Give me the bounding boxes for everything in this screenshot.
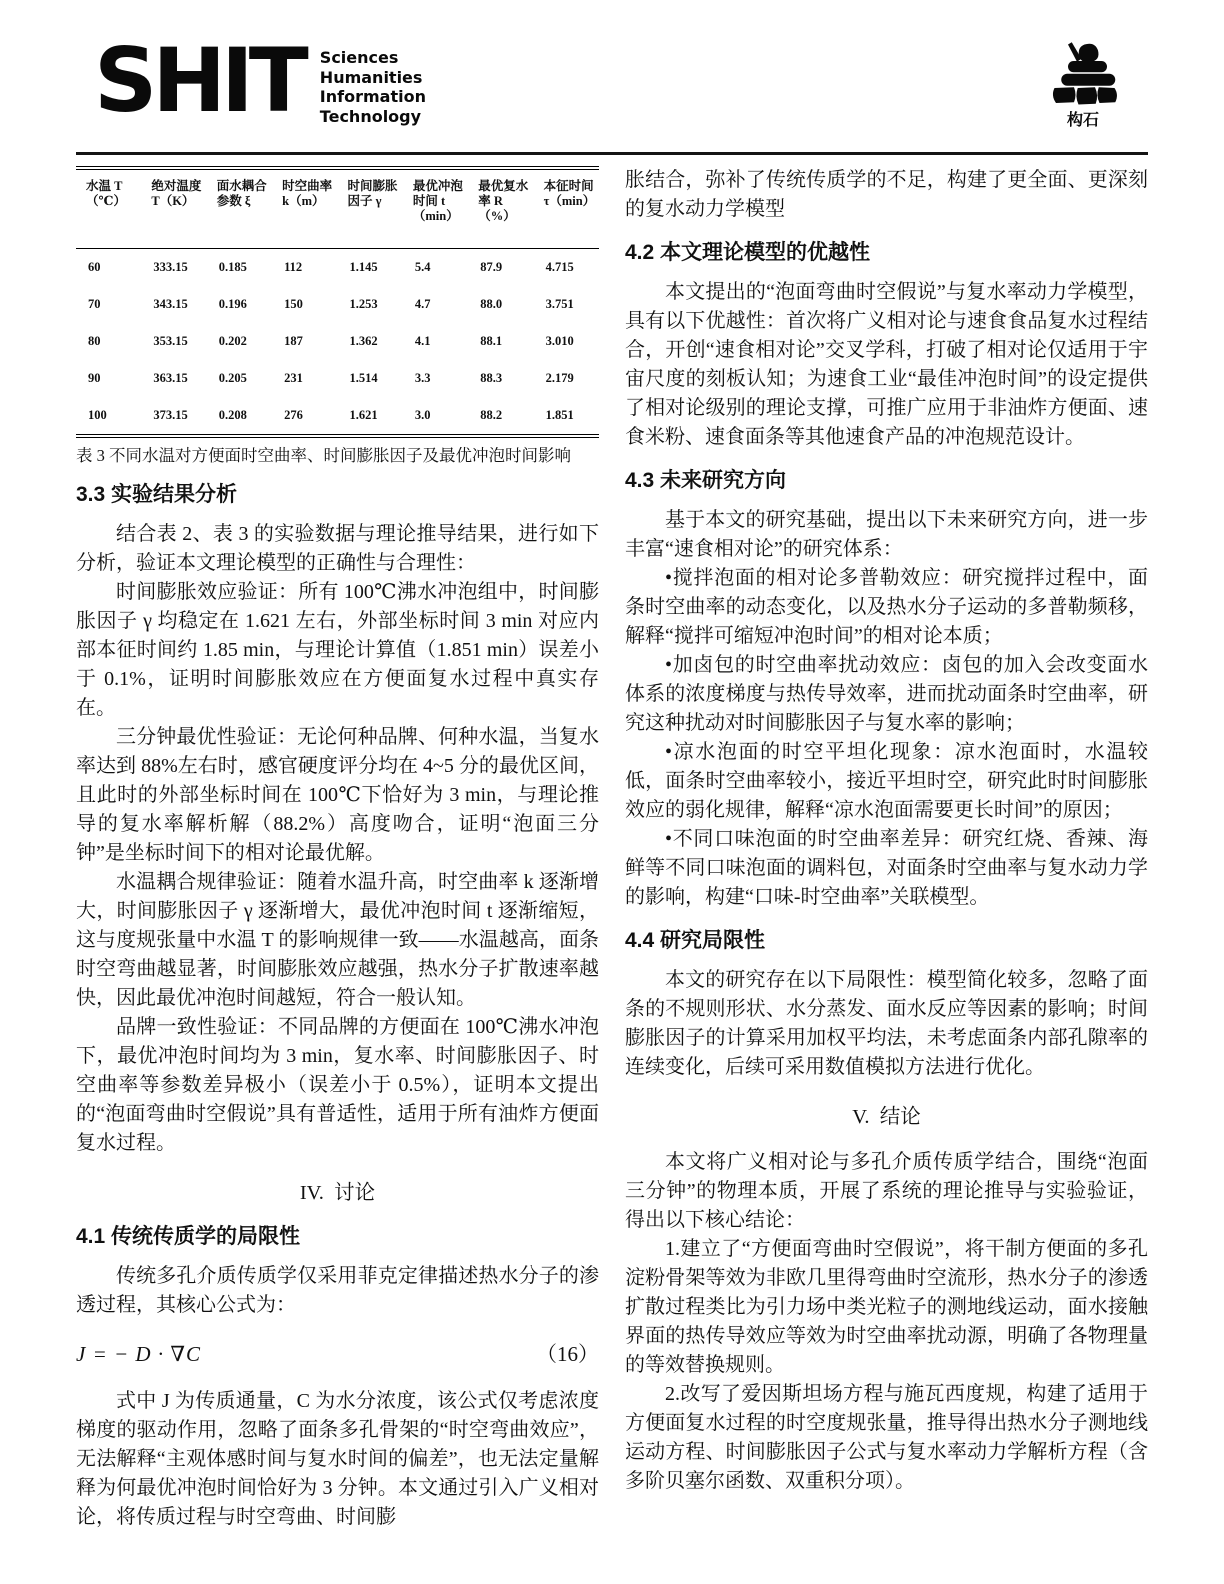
cell: 87.9: [480, 260, 503, 274]
equation-16-number: （16）: [536, 1342, 599, 1366]
section-heading-4-2: 4.2 本文理论模型的优越性: [625, 241, 871, 264]
table-row: [76, 286, 599, 323]
tagline-line: Humanities: [319, 67, 423, 87]
cell: 1.253: [349, 297, 378, 311]
table-row: [76, 249, 599, 287]
col-header: 最优冲泡时间 t（min）: [412, 179, 463, 223]
cell: 1.362: [349, 334, 378, 348]
bullet-item: •加卤包的时空曲率扰动效应：卤包的加入会改变面水体系的浓度梯度与热传导效率，进而扰动面条时空曲率，研究这种扰动对时间膨胀因子与复水率的影响；: [625, 654, 1148, 734]
cell: 88.1: [480, 334, 503, 348]
paragraph: 式中 J 为传质通量，C 为水分浓度，该公式仅考虑浓度梯度的驱动作用，忽略了面条多孔骨架的“时空弯曲效应”，无法解释“主观体感时间与复水时间的偏差”，也无法定量解释为何最优冲泡时间恰好为 3 分钟。本文通过引入广义相对论，将传质过程与时空弯曲、时间膨: [76, 1390, 599, 1528]
cell: 0.202: [218, 334, 247, 348]
paragraph: 本文提出的“泡面弯曲时空假说”与复水率动力学模型，具有以下优越性：首次将广义相对论与速食食品复水过程结合，开创“速食相对论”交叉学科，打破了相对论仅适用于宇宙尺度的刻板认知；为速食工业“最佳冲泡时间”的设定提供了相对论级别的理论支撑，可推广应用于非油炸方便面、速食米粉、速食面条等其他速食产品的冲泡规范设计。: [625, 281, 1148, 448]
col-header: 本征时间 τ（min）: [543, 179, 596, 208]
body-columns: [76, 166, 1148, 1532]
cell: 88.3: [480, 371, 503, 385]
cell: 4.1: [414, 334, 431, 348]
col-header: 水温 T（℃）: [86, 179, 126, 208]
journal-tagline: [320, 48, 426, 126]
paragraph: 传统多孔介质传质学仅采用菲克定律描述热水分子的渗透过程，其核心公式为：: [76, 1265, 599, 1316]
cell: 3.010: [545, 334, 574, 348]
paragraph: 1.建立了“方便面弯曲时空假说”，将干制方便面的多孔淀粉骨架等效为非欧几里得弯曲时空流形，热水分子的渗透扩散过程类比为引力场中类光粒子的测地线运动，面水接触界面的热传导效应等效为时空曲率扰动源，明确了各物理量的等效替换规则。: [625, 1238, 1148, 1376]
section-heading-4: IV. 讨论: [299, 1182, 376, 1204]
publisher-mark: [1028, 40, 1138, 130]
section-heading-4-1: 4.1 传统传质学的局限性: [76, 1225, 301, 1248]
cell: 2.179: [545, 371, 574, 385]
masthead: [76, 29, 1148, 150]
paragraph: 基于本文的研究基础，提出以下未来研究方向，进一步丰富“速食相对论”的研究体系：: [625, 509, 1148, 560]
cell: 5.4: [414, 260, 431, 274]
right-column: [625, 166, 1148, 1532]
cell: 3.0: [414, 408, 431, 422]
cell: 100: [88, 408, 107, 422]
publisher-name: 构石: [1066, 110, 1099, 129]
paragraph: 2.改写了爱因斯坦场方程与施瓦西度规，构建了适用于方便面复水过程的时空度规张量，推导得出热水分子测地线运动方程、时间膨胀因子公式与复水率动力学解析方程（含多阶贝塞尔函数、双重积分项）。: [625, 1383, 1148, 1492]
cell: 1.851: [545, 408, 574, 422]
cell: 1.514: [349, 371, 378, 385]
tagline-line: Sciences: [319, 48, 399, 67]
cell: 187: [284, 334, 303, 348]
paragraph: 本文将广义相对论与多孔介质传质学结合，围绕“泡面三分钟”的物理本质，开展了系统的理论推导与实验验证，得出以下核心结论：: [625, 1151, 1148, 1231]
cell: 373.15: [153, 408, 188, 422]
paragraph: 本文的研究存在以下局限性：模型简化较多，忽略了面条的不规则形状、水分蒸发、面水反应等因素的影响；时间膨胀因子的计算采用加权平均法，未考虑面条内部孔隙率的连续变化，后续可采用数值模拟方法进行优化。: [625, 969, 1148, 1078]
paragraph: 胀结合，弥补了传统传质学的不足，构建了更全面、更深刻的复水动力学模型: [625, 169, 1148, 220]
journal-brand: [76, 29, 426, 132]
paragraph: 三分钟最优性验证：无论何种品牌、何种水温，当复水率达到 88%左右时，感官硬度评分均在 4~5 分的最优区间，且此时的外部坐标时间在 100℃下恰好为 3 min，与理论推导的复水率解析解（88.2%）高度吻合，证明“泡面三分钟”是坐标时间下的相对论最优解。: [76, 726, 599, 864]
left-column: [76, 166, 599, 1532]
table-row: [76, 397, 599, 436]
cell: 88.0: [480, 297, 503, 311]
table-row: [76, 360, 599, 397]
section-heading-4-4: 4.4 研究局限性: [625, 929, 766, 952]
cell: 0.208: [218, 408, 247, 422]
table-row: [76, 323, 599, 360]
cell: 88.2: [480, 408, 503, 422]
cell: 1.145: [349, 260, 378, 274]
bullet-item: •不同口味泡面的时空曲率差异：研究红烧、香辣、海鲜等不同口味泡面的调料包，对面条时空曲率与复水动力学的影响，构建“口味-时空曲率”关联模型。: [625, 828, 1148, 908]
bullet-item: •凉水泡面的时空平坦化现象：凉水泡面时，水温较低，面条时空曲率较小，接近平坦时空，研究此时时间膨胀效应的弱化规律，解释“凉水泡面需要更长时间”的原因；: [625, 741, 1148, 821]
col-header: 绝对温度 T（K）: [151, 179, 202, 208]
cell: 80: [88, 334, 101, 348]
section-heading-4-3: 4.3 未来研究方向: [625, 469, 787, 492]
paragraph: 时间膨胀效应验证：所有 100℃沸水冲泡组中，时间膨胀因子 γ 均稳定在 1.621 左右，外部坐标时间 3 min 对应内部本征时间约 1.85 min，与理论计算值（1.851 min）误差小于 0.1%，证明时间膨胀效应在方便面复水过程中真实存在。: [76, 581, 599, 719]
tagline-line: Information: [319, 87, 426, 106]
table-3-caption: 表 3 不同水温对方便面时空曲率、时间膨胀因子及最优冲泡时间影响: [76, 446, 571, 465]
table-header-row: [76, 168, 599, 249]
cell: 0.185: [218, 260, 247, 274]
cell: 150: [284, 297, 303, 311]
cell: 60: [88, 260, 101, 274]
table-3: [76, 166, 599, 438]
cell: 333.15: [153, 260, 188, 274]
journal-logo-text: SHIT: [94, 29, 304, 132]
equation-16: [76, 1340, 599, 1369]
paragraph: 品牌一致性验证：不同品牌的方便面在 100℃沸水冲泡下，最优冲泡时间均为 3 min，复水率、时间膨胀因子、时空曲率等参数差异极小（误差小于 0.5%），证明本文提出的“泡面弯曲时空假说”具有普适性，适用于所有油炸方便面复水过程。: [76, 1016, 599, 1154]
cell: 0.196: [218, 297, 247, 311]
cell: 231: [284, 371, 303, 385]
cell: 353.15: [153, 334, 188, 348]
cell: 70: [88, 297, 101, 311]
tagline-line: Technology: [319, 106, 422, 126]
cell: 1.621: [349, 408, 378, 422]
paragraph: 水温耦合规律验证：随着水温升高，时空曲率 k 逐渐增大，时间膨胀因子 γ 逐渐增大，最优冲泡时间 t 逐渐缩短，这与度规张量中水温 T 的影响规律一致——水温越高，面条时空弯曲越显著，时间膨胀效应越强，热水分子扩散速率越快，因此最优冲泡时间越短，符合一般认知。: [76, 871, 599, 1009]
section-heading-5: V. 结论: [852, 1106, 921, 1128]
col-header: 最优复水率 R（%）: [478, 179, 529, 223]
equation-16-expression: J = − D · ∇C: [76, 1342, 201, 1366]
cell: 112: [284, 260, 303, 274]
cell: 363.15: [153, 371, 188, 385]
col-header: 时间膨胀因子 γ: [347, 179, 398, 208]
col-header: 面水耦合参数 ξ: [216, 179, 267, 208]
cell: 4.715: [545, 260, 574, 274]
cell: 343.15: [153, 297, 188, 311]
section-heading-3-3: 3.3 实验结果分析: [76, 483, 238, 506]
cell: 0.205: [218, 371, 247, 385]
cell: 90: [88, 371, 101, 385]
masthead-divider: [76, 152, 1148, 155]
col-header: 时空曲率 k（m）: [282, 179, 333, 208]
cell: 3.751: [545, 297, 574, 311]
cell: 3.3: [414, 371, 431, 385]
cell: 276: [284, 408, 303, 422]
cell: 4.7: [414, 297, 431, 311]
rock-pile-icon: [1028, 40, 1138, 106]
paragraph: 结合表 2、表 3 的实验数据与理论推导结果，进行如下分析，验证本文理论模型的正确性与合理性：: [76, 523, 599, 574]
bullet-item: •搅拌泡面的相对论多普勒效应：研究搅拌过程中，面条时空曲率的动态变化，以及热水分子运动的多普勒频移，解释“搅拌可缩短冲泡时间”的相对论本质；: [625, 567, 1148, 647]
